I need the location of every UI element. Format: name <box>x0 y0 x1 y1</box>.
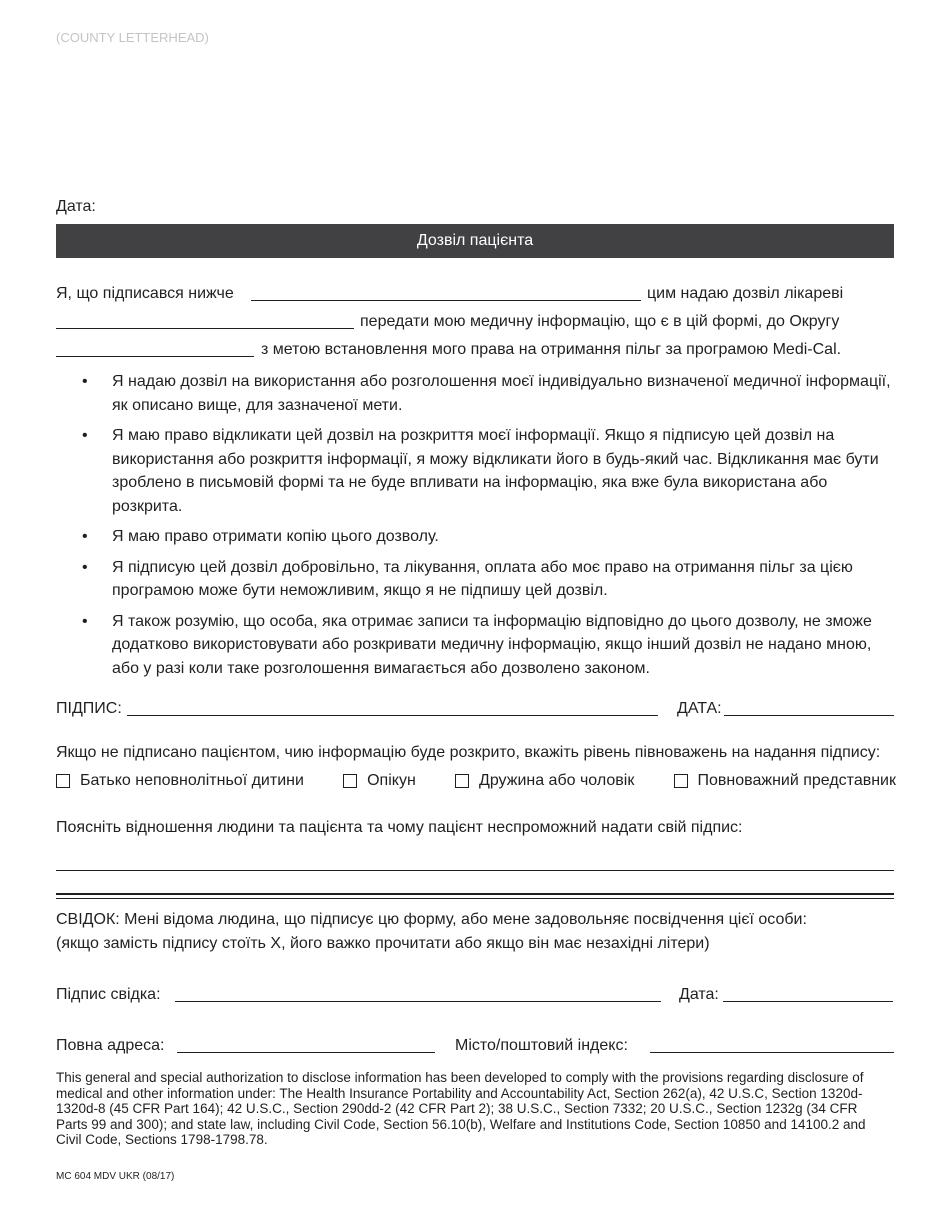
signature-date-field[interactable] <box>724 715 894 716</box>
list-item: • Я маю право отримати копію цього дозволу. <box>56 525 896 549</box>
authority-prompt: Якщо не підписано пацієнтом, чию інформацію буде розкрито, вкажіть рівень півноважень на надання підпису: <box>56 744 881 761</box>
checkbox-icon[interactable] <box>56 774 70 788</box>
checkbox-spouse[interactable]: Дружина або чоловік <box>455 772 634 790</box>
city-zip-label: Місто/поштовий індекс: <box>455 1037 628 1054</box>
witness-note: (якщо замість підпису стоїть Х, його важко прочитати або якщо він має незахідні літери) <box>56 935 710 952</box>
county-name-field[interactable] <box>56 356 254 357</box>
checkbox-parent[interactable]: Батько неповнолітньої дитини <box>56 772 304 790</box>
form-code: MC 604 MDV UKR (08/17) <box>56 1171 175 1182</box>
banner-title: Дозвіл пацієнта <box>416 232 534 249</box>
list-item: • Я маю право відкликати цей дозвіл на розкриття моєї інформації. Якщо я підписую цей дозвіл на використання або розкриття інформації, я можу відкликати його в будь-який час. Відкликання має бути зроблено в письмовій формі та не буде впливати на інформацію, яка вже була використана або розкрита. <box>56 424 896 518</box>
signature-label: ПІДПИС: <box>56 700 122 717</box>
legal-disclaimer: This general and special authorization to disclose information has been developed to comply with the provisions regarding disclosure of medical and other information under: The Health Insurance Portability and Accountability Act, Section 262(a), 42 U.S.C, Section 1320d-1320d-8 (45 CFR Part 164); 42 U.S.C., Section 290dd-2 (42 CFR Part 2); 38 U.S.C., Section 7332; 20 U.S.C., Section 1232g (34 CFR Parts 99 and 300); and state law, including Civil Code, Section 56.10(b), Welfare and Institutions Code, Section 10850 and 14100.2 and Civil Code, Sections 1798-1798.78. <box>56 1070 866 1147</box>
county-letterhead: (COUNTY LETTERHEAD) <box>56 30 209 45</box>
date-label: Дата: <box>56 198 96 215</box>
witness-signature-field[interactable] <box>175 1001 661 1002</box>
list-item: • Я також розумію, що особа, яка отримає записи та інформацію відповідно до цього дозволу, не зможе додатково використовувати або розкривати медичну інформацію, якщо інший дозвіл не надано мною, або у разі коли таке розголошення вимагається або дозволено законом. <box>56 610 896 681</box>
signature-date-label: ДАТА: <box>677 700 722 717</box>
physician-name-field[interactable] <box>56 328 354 329</box>
signature-field[interactable] <box>127 715 658 716</box>
title-banner <box>56 224 894 258</box>
consent-line3-end: з метою встановлення мого права на отримання пільг за програмою Medi-Cal. <box>261 341 842 358</box>
city-zip-field[interactable] <box>650 1052 894 1053</box>
list-item: • Я надаю дозвіл на використання або розголошення моєї індивідуально визначеної медичної інформації, як описано вище, для зазначеної мети. <box>56 370 896 417</box>
consent-line1-label: Я, що підписався нижче <box>56 285 234 302</box>
list-item: • Я підписую цей дозвіл добровільно, та лікування, оплата або моє право на отримання пільг за цією програмою може бути неможливим, якщо я не підпишу цей дозвіл. <box>56 556 896 603</box>
bullet-icon: • <box>82 528 88 545</box>
witness-date-field[interactable] <box>723 1001 893 1002</box>
witness-date-label: Дата: <box>679 986 719 1003</box>
consent-bullets <box>56 370 896 687</box>
checkbox-guardian[interactable]: Опікун <box>343 772 416 790</box>
address-label: Повна адреса: <box>56 1037 165 1054</box>
bullet-icon: • <box>82 612 88 630</box>
relationship-prompt: Поясніть відношення людини та пацієнта та чому пацієнт неспроможний надати свій підпис: <box>56 819 743 836</box>
checkbox-representative[interactable]: Повноважний представник <box>674 772 896 790</box>
consent-line2-end: передати мою медичну інформацію, що є в цій формі, до Округу <box>360 313 840 330</box>
address-field[interactable] <box>177 1052 435 1053</box>
section-divider <box>56 893 894 895</box>
consent-line1-end: цим надаю дозвіл лікареві <box>647 285 844 302</box>
patient-name-field[interactable] <box>251 300 641 301</box>
bullet-icon: • <box>82 373 88 390</box>
checkbox-icon[interactable] <box>455 774 469 788</box>
checkbox-icon[interactable] <box>674 774 688 788</box>
relationship-field[interactable] <box>56 870 894 871</box>
witness-signature-label: Підпис свідка: <box>56 986 161 1003</box>
bullet-icon: • <box>82 558 88 576</box>
section-divider <box>56 898 894 899</box>
checkbox-icon[interactable] <box>343 774 357 788</box>
authority-options <box>56 772 896 790</box>
witness-statement: СВІДОК: Мені відома людина, що підписує цю форму, або мене задовольняє посвідчення цієї особи: <box>56 911 807 928</box>
bullet-icon: • <box>82 427 88 444</box>
